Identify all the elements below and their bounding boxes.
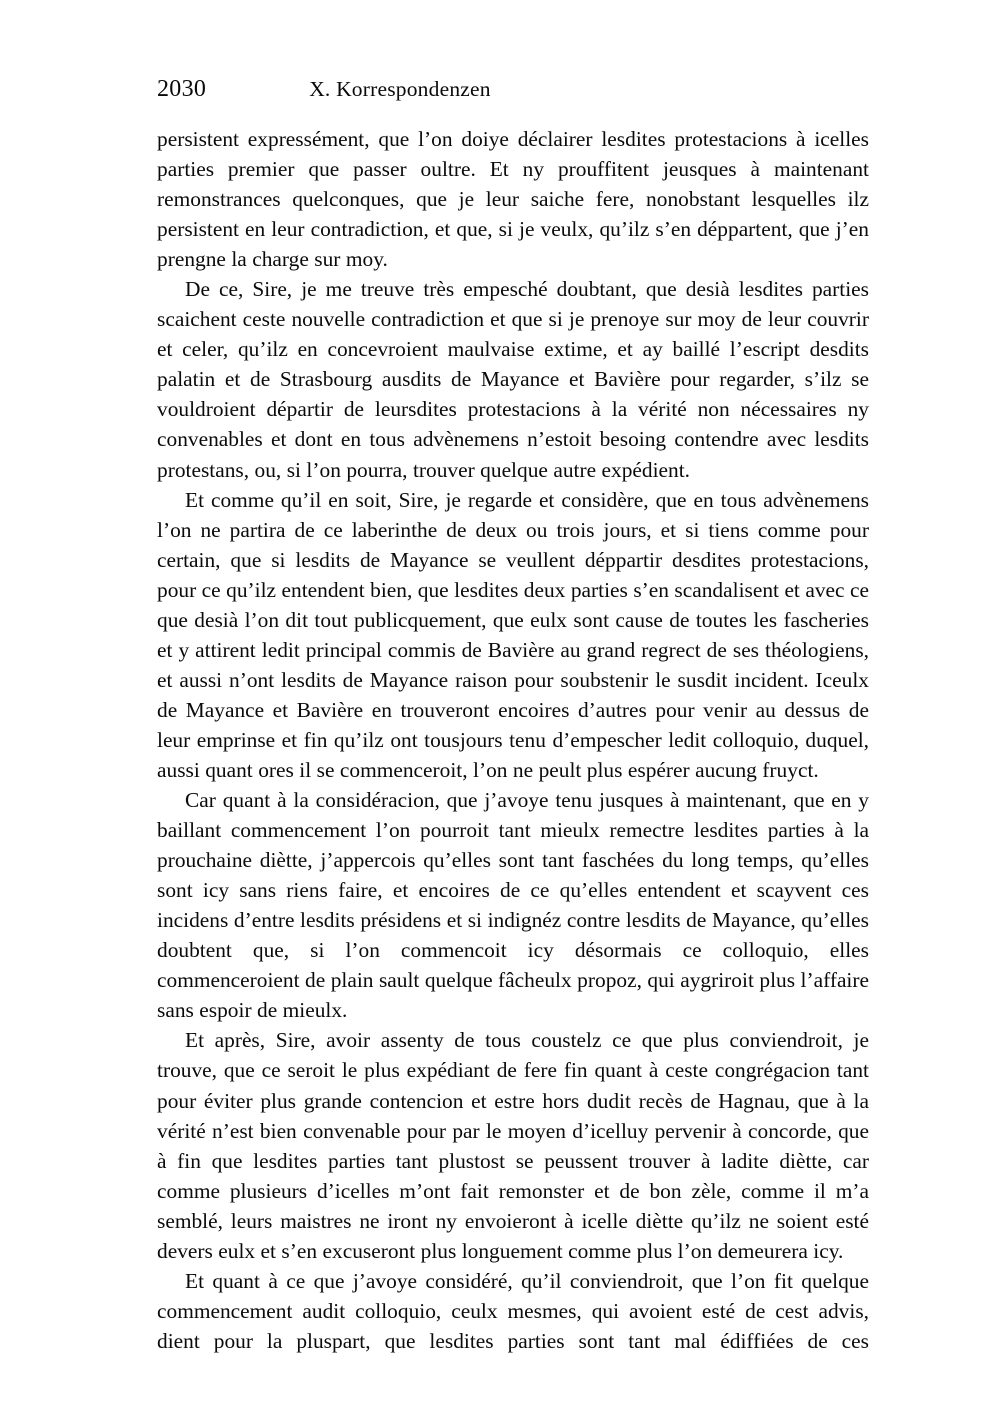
paragraph: Et quant à ce que j’avoye considéré, qu’il conviendroit, que l’on fit quelque commencement audit colloquio, ceulx mesmes, qui avoient esté de cest advis, dient pour la pluspart, que lesdites parties sont tant mal édiffiées de ces <box>157 1268 869 1353</box>
paragraph: Et après, Sire, avoir assenty de tous coustelz ce que plus conviendroit, je trouve, que ce seroit le plus expédiant de fere fin quant à ceste congrégacion tant pour éviter plus grande contencion et estre hors dudit recès de Hagnau, que à la vérité n’est bien convenable pour par le moyen d’icelluy pervenir à concorde, que à fin que lesdites parties tant plustost se peussent trouver à ladite diètte, car comme plusieurs d’icelles m’ont fait remonster et de bon zèle, comme il m’a semblé, leurs maistres ne iront ny envoieront à icelle diètte qu’ilz ne soient esté devers eulx et s’en excuseront plus longuement comme plus l’on demeurera icy. <box>157 1028 869 1263</box>
body-text-column <box>157 124 869 1356</box>
paragraph: persistent expressément, que l’on doiye déclairer lesdites protestacions à icelles parties premier que passer oultre. Et ny prouffitent jeusques à maintenant remonstrances quelconques, que je leur saiche fere, nonobstant lesquelles ilz persistent en leur contradiction, et que, si je veulx, qu’ilz s’en déppartent, que j’en prengne la charge sur moy. <box>157 127 869 272</box>
running-title: X. Korrespondenzen <box>309 77 491 101</box>
page-number: 2030 <box>157 76 207 102</box>
paragraph: Et comme qu’il en soit, Sire, je regarde et considère, que en tous advènemens l’on ne partira de ce laberinthe de deux ou trois jours, et si tiens comme pour certain, que si lesdits de Mayance se veullent déppartir desdites protestacions, pour ce qu’ilz entendent bien, que lesdites deux parties s’en scandalisent et avec ce que desià l’on dit tout publicquement, que eulx sont cause de toutes les fascheries et y attirent ledit principal commis de Bavière au grand regrect de ses théologiens, et aussi n’ont lesdits de Mayance raison pour soubstenir le susdit incident. Iceulx de Mayance et Bavière en trouveront encoires d’autres pour venir au dessus de leur emprinse et fin qu’ilz ont tousjours tenu d’empescher ledit colloquio, duquel, aussi quant ores il se commenceroit, l’on ne peult plus espérer aucung fruyct. <box>157 487 869 782</box>
page-running-head <box>157 74 869 104</box>
paragraph: De ce, Sire, je me treuve très empesché doubtant, que desià lesdites parties scaichent ceste nouvelle contradiction et que si je prenoye sur moy de leur couvrir et celer, qu’ilz en concevroient maulvaise extime, et ay baillé l’escript desdits palatin et de Strasbourg ausdits de Mayance et Bavière pour regarder, s’ilz se vouldroient départir de leursdites protestacions à la vérité non nécessaires ny convenables et dont en tous advènemens n’estoit besoing contendre avec lesdits protestans, ou, si l’on pourra, trouver quelque autre expédient. <box>157 277 869 482</box>
paragraph: Car quant à la considéracion, que j’avoye tenu jusques à maintenant, que en y baillant commencement l’on pourroit tant mieulx remectre lesdites parties à la prouchaine diètte, j’appercois qu’elles sont tant faschées du long temps, qu’elles sont icy sans riens faire, et encoires de ce qu’elles entendent et scayvent ces incidens d’entre lesdits présidens et si indignéz contre lesdits de Mayance, qu’elles doubtent que, si l’on commencoit icy désormais ce colloquio, elles commenceroient de plain sault quelque fâcheulx propoz, qui aygriroit plus l’affaire sans espoir de mieulx. <box>157 788 869 1023</box>
